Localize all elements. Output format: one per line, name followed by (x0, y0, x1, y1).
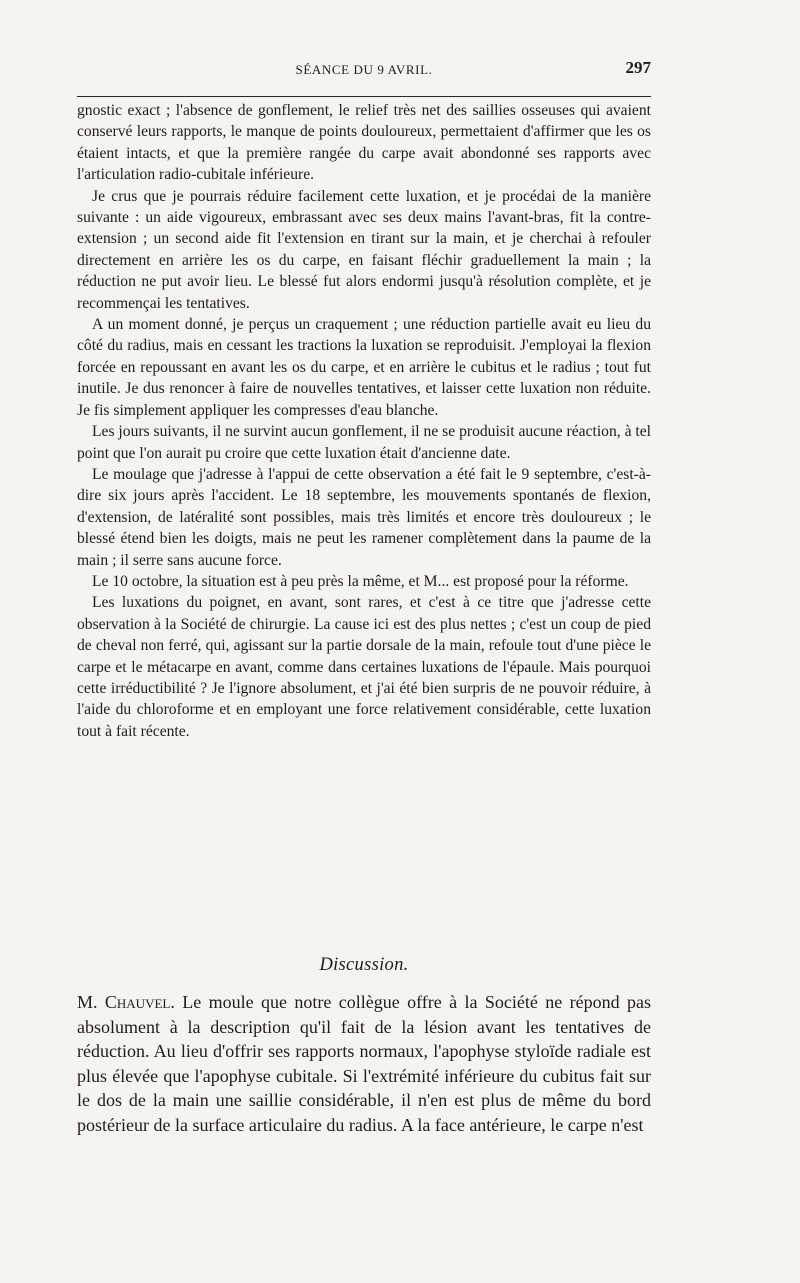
paragraph-6: Le 10 octobre, la situation est à peu près la même, et M... est proposé pour la réforme. (92, 572, 629, 590)
paragraph-5: Le moulage que j'adresse à l'appui de cette observation a été fait le 9 septembre, c'est-à-dire six jours après l'accident. Le 18 septembre, les mouvements spontanés de flexion, d'extension, de latéralité sont possibles, mais très limités et encore très douloureux ; le blessé étend bien les doigts, mais ne peut les ramener complètement dans la paume de la main ; il serre sans aucune force. (77, 465, 651, 569)
page-number: 297 (625, 58, 651, 77)
discussion-paragraph (77, 990, 651, 1138)
paragraph-7: Les luxations du poignet, en avant, sont rares, et c'est à ce titre que j'adresse cette observation à la Société de chirurgie. La cause ici est des plus nettes ; c'est un coup de pied de cheval non ferré, qui, agissant sur la partie dorsale de la main, refoule tout d'une pièce le carpe et le métacarpe en avant, comme dans certaines luxations de l'épaule. Mais pourquoi cette irréductibilité ? Je l'ignore absolument, et j'ai été bien surpris de ne pouvoir réduire, à l'aide du chloroforme et en employant une force relativement considérable, cette luxation tout à fait récente. (77, 594, 651, 740)
discussion-body: Le moule que notre collègue offre à la Société ne répond pas absolument à la description qu'il fait de la lésion avant les tentatives de réduction. Au lieu d'offrir ses rapports normaux, l'apophyse styloïde radiale est plus élevée que l'apophyse cubitale. Si l'extrémité inférieure du cubitus fait sur le dos de la main une saillie considérable, il n'en est plus de même du bord postérieur de la surface articulaire du radius. A la face antérieure, le carpe n'est (77, 992, 651, 1135)
paragraph-3: A un moment donné, je perçus un craquement ; une réduction partielle avait eu lieu du côté du radius, mais en cessant les tractions la luxation se reproduisit. J'employai la flexion forcée en repoussant en avant les os du carpe, et en arrière le cubitus et le radius ; tout fut inutile. Je dus renoncer à faire de nouvelles tentatives, et laisser cette luxation non réduite. Je fis simplement appliquer les compresses d'eau blanche. (77, 316, 651, 419)
main-text (77, 100, 651, 742)
paragraph-4: Les jours suivants, il ne survint aucun gonflement, il ne se produisit aucune réaction, à tel point que l'on aurait pu croire que cette luxation était d'ancienne date. (77, 423, 651, 462)
header-rule (77, 96, 651, 97)
discussion-text (77, 990, 651, 1138)
section-heading: Discussion. (319, 955, 409, 975)
page-header (77, 58, 651, 84)
speaker-name: M. Chauvel. (77, 992, 175, 1012)
paragraph-1: gnostic exact ; l'absence de gonflement, le relief très net des saillies osseuses qui avaient conservé leurs rapports, le manque de points douloureux, permettaient d'affirmer que les os étaient intacts, et que la première rangée du carpe avait abondonné ses rapports avec l'articulation radio-cubitale inférieure. (77, 102, 651, 184)
paragraph-2: Je crus que je pourrais réduire facilement cette luxation, et je procédai de la manière suivante : un aide vigoureux, embrassant avec ses deux mains l'avant-bras, fit la contre-extension ; un second aide fit l'extension en tirant sur la main, et je cherchai à refouler directement en arrière les os du carpe, en faisant fléchir graduellement la main ; la réduction ne put avoir lieu. Le blessé fut alors endormi jusqu'à résolution complète, et je recommençai les tentatives. (77, 187, 651, 312)
running-title: SÉANCE DU 9 AVRIL. (295, 62, 433, 77)
